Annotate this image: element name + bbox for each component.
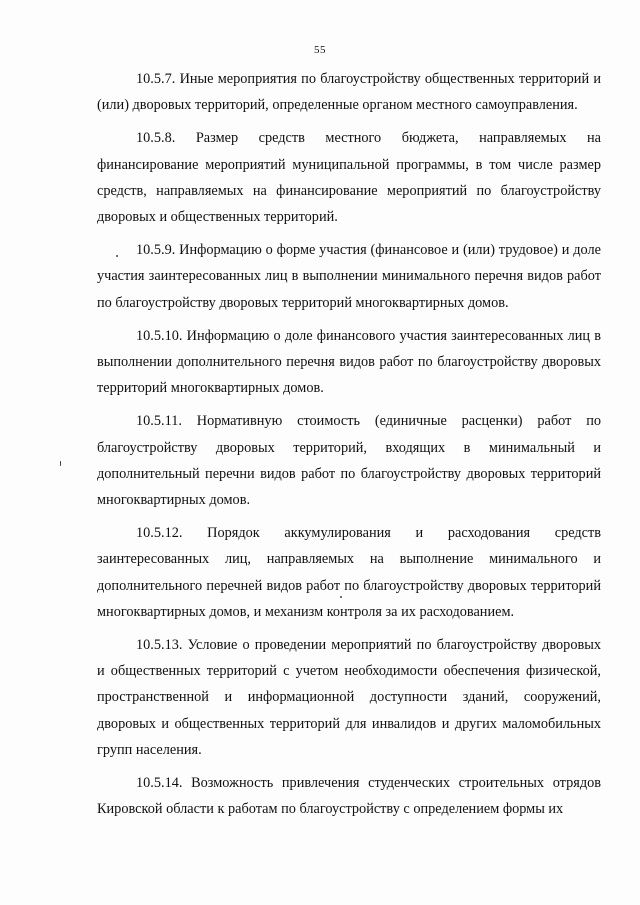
- paragraph-10-5-11: 10.5.11. Нормативную стоимость (единичные расценки) работ по благоустройству дворовых территорий, входящих в минимальный и дополнительный перечни видов работ по благоустройству дворовых территорий многоквартирных домов.: [97, 413, 601, 509]
- document-body: [97, 66, 601, 829]
- paragraph-10-5-14: 10.5.14. Возможность привлечения студенческих строительных отрядов Кировской области к работам по благоустройству с определением формы их: [97, 775, 601, 818]
- scan-speck: [116, 255, 118, 257]
- scan-speck: [340, 596, 342, 598]
- paragraph-10-5-12: 10.5.12. Порядок аккумулирования и расходования средств заинтересованных лиц, направляемых на выполнение минимального и дополнительного перечней видов работ по благоустройству дворовых территорий многоквартирных домов, и механизм контроля за их расходованием.: [97, 525, 601, 620]
- paragraph-10-5-8: 10.5.8. Размер средств местного бюджета, направляемых на финансирование мероприятий муниципальной программы, в том числе размер средств, направляемых на финансирование мероприятий по благоустройству дворовых и общественных территорий.: [97, 130, 601, 226]
- page-number: 55: [314, 44, 326, 56]
- paragraph-10-5-7: 10.5.7. Иные мероприятия по благоустройству общественных территорий и (или) дворовых территорий, определенные органом местного самоуправления.: [97, 71, 601, 114]
- paragraph-10-5-10: 10.5.10. Информацию о доле финансового участия заинтересованных лиц в выполнении дополнительного перечня видов работ по благоустройству дворовых территорий многоквартирных домов.: [97, 327, 601, 397]
- paragraph-10-5-13: 10.5.13. Условие о проведении мероприятий по благоустройству дворовых и общественных территорий с учетом необходимости обеспечения физической, пространственной и информационной доступности зданий, сооружений, дворовых и общественных территорий для инвалидов и других маломобильных групп населения.: [97, 637, 601, 758]
- paragraph-10-5-9: 10.5.9. Информацию о форме участия (финансовое и (или) трудовое) и доле участия заинтересованных лиц в выполнении минимального перечня видов работ по благоустройству дворовых территорий многоквартирных домов.: [97, 242, 601, 311]
- scan-speck: [60, 461, 61, 466]
